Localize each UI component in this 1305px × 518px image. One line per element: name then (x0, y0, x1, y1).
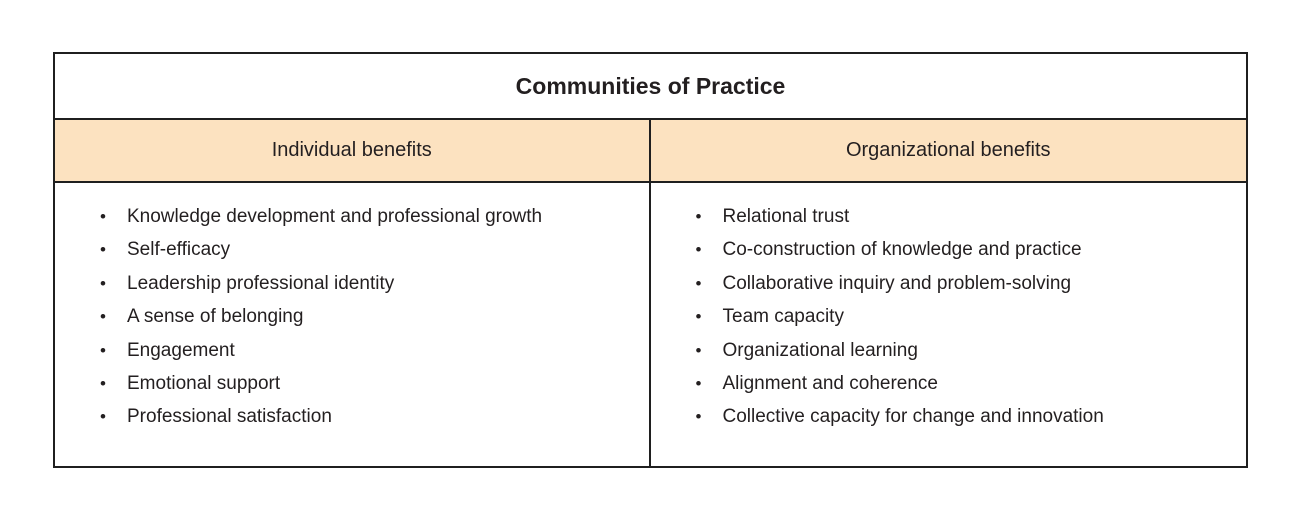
individual-benefits-list (55, 183, 651, 466)
list-item: • Knowledge development and professional growth (55, 200, 641, 233)
list-item: • Co-construction of knowledge and practice (651, 233, 1239, 266)
communities-of-practice-table (53, 52, 1248, 468)
table-body-row (55, 183, 1246, 466)
list-item: • A sense of belonging (55, 300, 641, 333)
list-item: • Emotional support (55, 367, 641, 400)
list-item: • Leadership professional identity (55, 267, 641, 300)
table-title: Communities of Practice (55, 54, 1246, 120)
list-item: • Collaborative inquiry and problem-solving (651, 267, 1239, 300)
column-header-individual-benefits: Individual benefits (55, 120, 651, 181)
list-item: • Organizational learning (651, 334, 1239, 367)
table-header-row (55, 120, 1246, 183)
list-item: • Self-efficacy (55, 233, 641, 266)
list-item: • Collective capacity for change and innovation (651, 400, 1239, 433)
list-item: • Relational trust (651, 200, 1239, 233)
list-item: • Team capacity (651, 300, 1239, 333)
column-header-organizational-benefits: Organizational benefits (845, 139, 1051, 161)
list-item: • Alignment and coherence (651, 367, 1239, 400)
list-item: • Professional satisfaction (55, 400, 641, 433)
list-item: • Engagement (55, 334, 641, 367)
organizational-benefits-list (651, 183, 1247, 466)
